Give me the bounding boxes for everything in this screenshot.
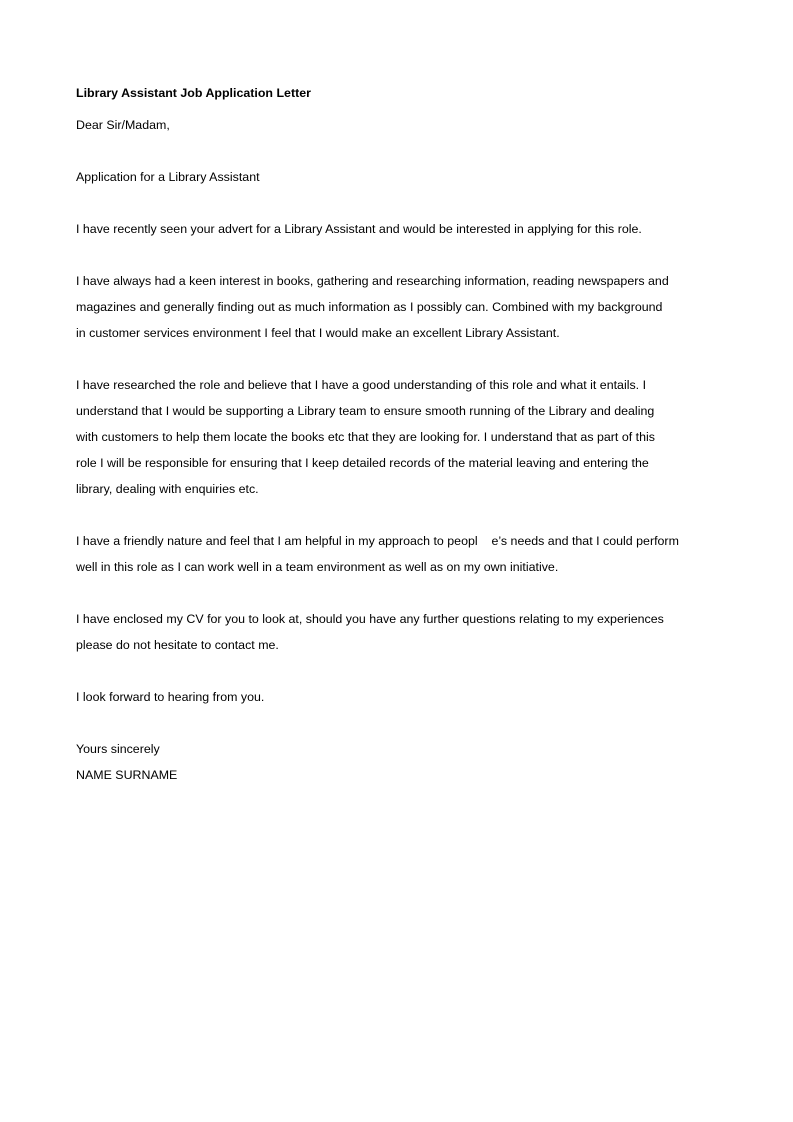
subject-line: Application for a Library Assistant bbox=[76, 170, 260, 184]
sign-off: Yours sincerely bbox=[76, 742, 160, 756]
salutation: Dear Sir/Madam, bbox=[76, 118, 170, 132]
signature-name: NAME SURNAME bbox=[76, 768, 178, 782]
paragraph-4-line-1: I have a friendly nature and feel that I am helpful in my approach to peopl e’s needs and that I could perform bbox=[76, 534, 679, 548]
paragraph-3-line-5: library, dealing with enquiries etc. bbox=[76, 482, 259, 496]
paragraph-5-line-2: please do not hesitate to contact me. bbox=[76, 638, 279, 652]
paragraph-3-line-3: with customers to help them locate the books etc that they are looking for. I understand that as part of this bbox=[76, 430, 655, 444]
paragraph-3-line-4: role I will be responsible for ensuring that I keep detailed records of the material leaving and entering the bbox=[76, 456, 649, 470]
paragraph-1-line-1: I have recently seen your advert for a Library Assistant and would be interested in applying for this role. bbox=[76, 222, 642, 236]
paragraph-5-line-1: I have enclosed my CV for you to look at, should you have any further questions relating to my experiences bbox=[76, 612, 664, 626]
paragraph-3-line-2: understand that I would be supporting a Library team to ensure smooth running of the Library and dealing bbox=[76, 404, 655, 418]
closing-line: I look forward to hearing from you. bbox=[76, 690, 265, 704]
paragraph-2-line-3: in customer services environment I feel that I would make an excellent Library Assistant. bbox=[76, 326, 560, 340]
letter-title: Library Assistant Job Application Letter bbox=[76, 86, 311, 100]
paragraph-4-line-2: well in this role as I can work well in a team environment as well as on my own initiative. bbox=[76, 560, 559, 574]
paragraph-3-line-1: I have researched the role and believe that I have a good understanding of this role and what it entails. I bbox=[76, 378, 647, 392]
paragraph-2-line-1: I have always had a keen interest in books, gathering and researching information, reading newspapers and bbox=[76, 274, 669, 288]
paragraph-2-line-2: magazines and generally finding out as much information as I possibly can. Combined with my background bbox=[76, 300, 663, 314]
